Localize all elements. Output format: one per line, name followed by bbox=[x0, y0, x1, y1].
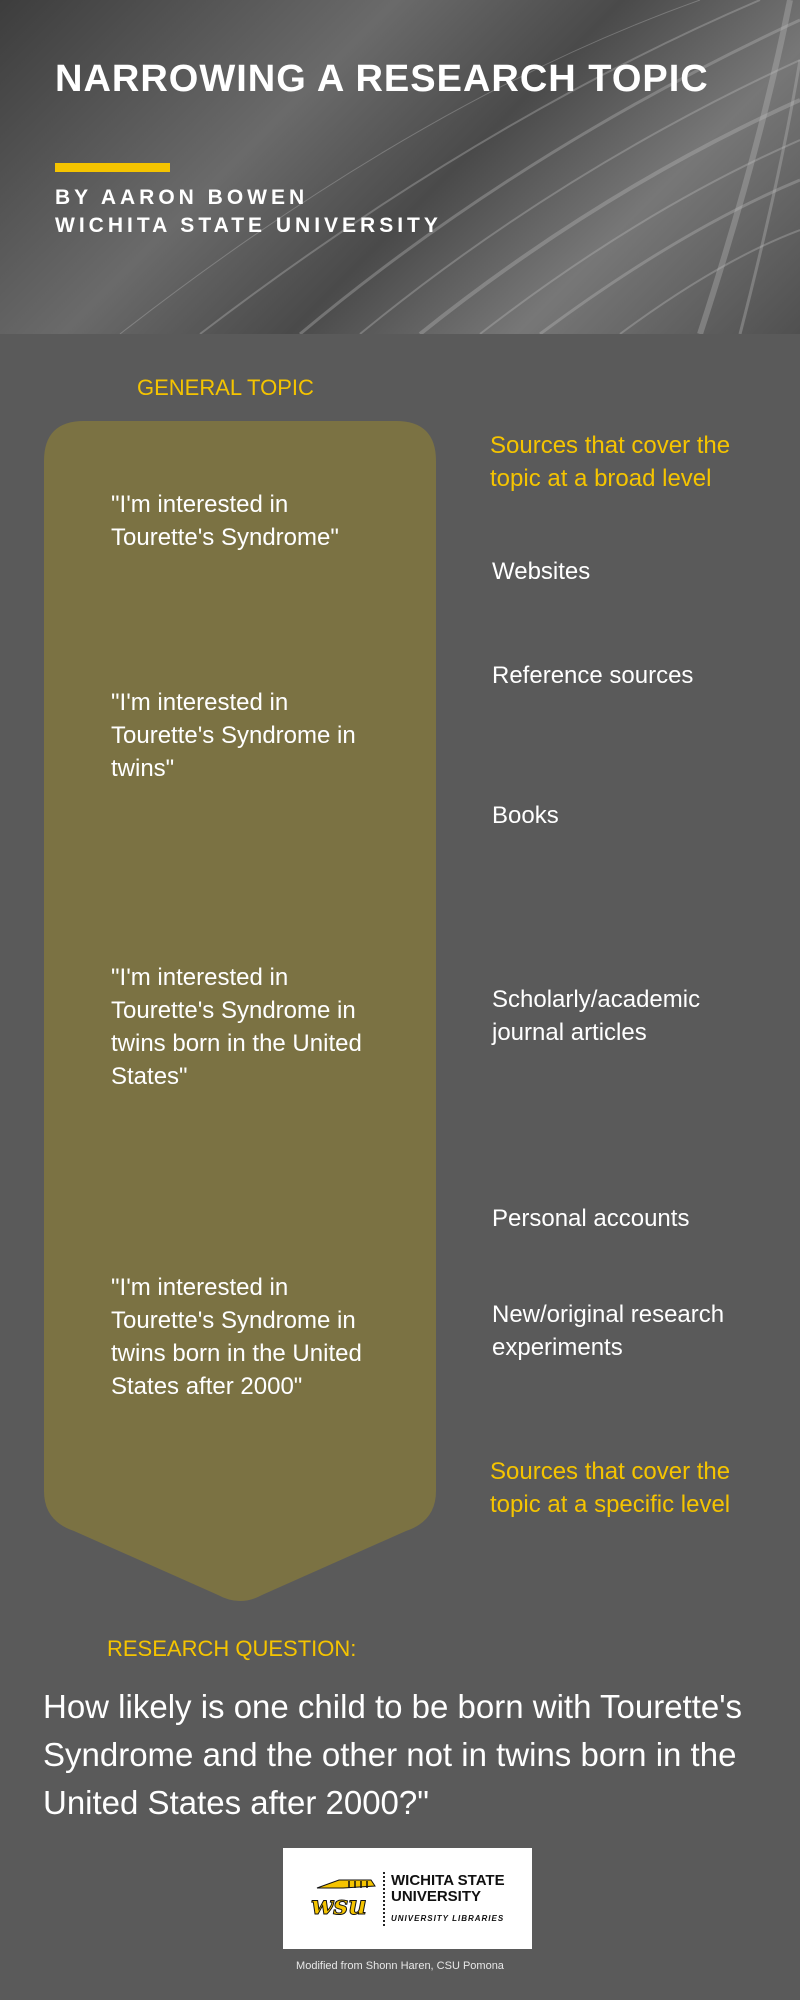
accent-bar bbox=[55, 163, 170, 172]
logo-mark-text: wsu bbox=[311, 1891, 367, 1921]
logo-divider bbox=[383, 1872, 385, 1926]
author-line: BY AARON BOWEN bbox=[55, 186, 309, 209]
interest-level-4: "I'm interested in Tourette's Syndrome in twins born in the United States after 2000" bbox=[111, 1274, 362, 1400]
source-books: Books bbox=[492, 802, 559, 829]
page-title: NARROWING A RESEARCH TOPIC bbox=[55, 58, 709, 100]
research-question: How likely is one child to be born with Tourette's Syndrome and the other not in twins born in the United States after 2000?" bbox=[43, 1688, 743, 1821]
source-original-research: New/original research experiments bbox=[492, 1301, 725, 1361]
header-banner bbox=[0, 0, 800, 334]
research-question-label: RESEARCH QUESTION: bbox=[107, 1636, 357, 1661]
interest-level-3: "I'm interested in Tourette's Syndrome in twins born in the United States" bbox=[111, 964, 362, 1090]
broad-sources-label: Sources that cover the topic at a broad level bbox=[490, 432, 731, 492]
shocker-logo-icon bbox=[309, 1876, 379, 1921]
institution-line: WICHITA STATE UNIVERSITY bbox=[55, 214, 442, 237]
wsu-logo bbox=[283, 1848, 532, 1949]
logo-name-line-1: WICHITA STATE bbox=[391, 1872, 505, 1889]
specific-sources-label: Sources that cover the topic at a specific level bbox=[490, 1458, 731, 1518]
logo-name-line-2: UNIVERSITY bbox=[391, 1888, 482, 1905]
logo-university-name bbox=[391, 1873, 505, 1905]
logo-libraries-label: UNIVERSITY LIBRARIES bbox=[391, 1914, 505, 1923]
interest-level-1: "I'm interested in Tourette's Syndrome" bbox=[111, 491, 339, 551]
source-personal-accounts: Personal accounts bbox=[492, 1205, 690, 1232]
source-websites: Websites bbox=[492, 558, 591, 585]
interest-level-2: "I'm interested in Tourette's Syndrome in twins" bbox=[111, 689, 356, 782]
source-reference: Reference sources bbox=[492, 662, 694, 689]
credit-line: Modified from Shonn Haren, CSU Pomona bbox=[296, 1960, 504, 1972]
source-journal-articles: Scholarly/academic journal articles bbox=[492, 986, 701, 1046]
general-topic-label: GENERAL TOPIC bbox=[137, 375, 314, 400]
